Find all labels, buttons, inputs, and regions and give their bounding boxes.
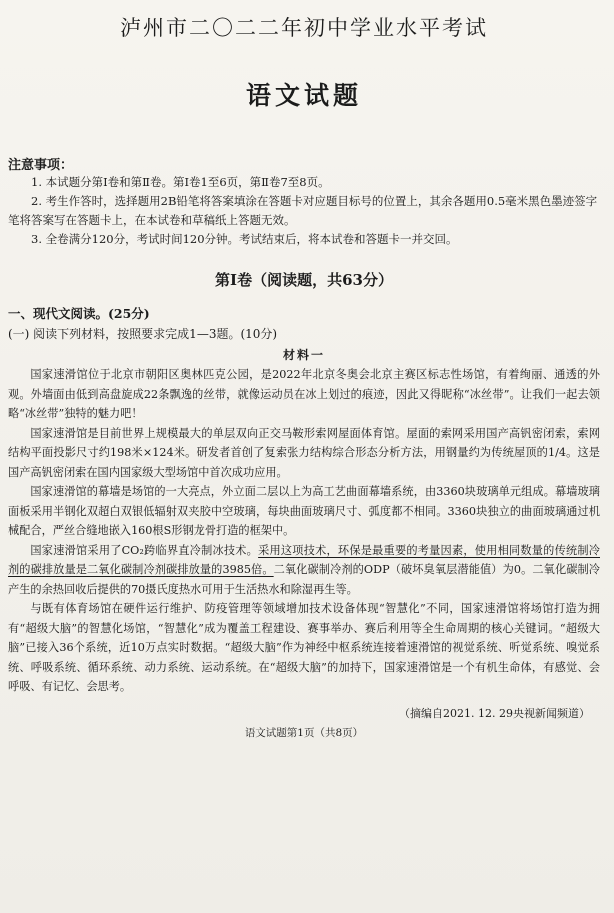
subject-title: 语文试题 (245, 81, 362, 110)
notice-item-1: 1. 本试题分第Ⅰ卷和第Ⅱ卷。第Ⅰ卷1至6页，第Ⅱ卷7至8页。 (31, 175, 330, 189)
underlined-sentence: 采用这项技术，环保是最重要的考量因素，使用相同数量的传统制冷剂的碳排放量是二氧化碳制冷剂碳排放量的3985倍。 (8, 543, 600, 576)
paragraph-4 (8, 541, 600, 600)
page-footer: 语文试题第1页（共8页） (244, 726, 364, 739)
paragraph-1: 国家速滑馆位于北京市朝阳区奥林匹克公园，是2022年北京冬奥会北京主赛区标志性场馆，有着绚丽、通透的外观。外墙面由低到高盘旋成22条飘逸的丝带，就像运动员在冰上划过的痕迹，因此又得昵称“冰丝带”。让我们一起去领略“冰丝带”独特的魅力吧！ (8, 368, 600, 420)
paragraph-4-intro: 国家速滑馆采用了CO₂跨临界直冷制冰技术。 (30, 543, 259, 557)
paragraph-3: 国家速滑馆的幕墙是场馆的一大亮点，外立面二层以上为高工艺曲面幕墙系统，由3360块玻璃单元组成。幕墙玻璃面板采用半钢化双超白双银低辐射双夹胶中空玻璃，每块曲面玻璃尺寸、弧度都不相同。3360块独立的曲面玻璃通过机械配合，严丝合缝地嵌入160根S形钢龙骨打造的框架中。 (8, 485, 600, 537)
paragraph-5: 与既有体育场馆在硬件运行维护、防疫管理等领域增加技术设备体现“智慧化”不同，国家速滑馆将场馆打造为拥有“超级大脑”的智慧化场馆，“智慧化”成为覆盖工程建设、赛事举办、赛后利用等全生命周期的核心关键词。“超级大脑”已接入36个系统，近10万点实时数据。“超级大脑”作为神经中枢系统连接着速滑馆的视觉系统、听觉系统、嗅觉系统、呼吸系统、循环系统、动力系统、运动系统。在“超级大脑”的加持下，国家速滑馆是一个有机生命体，有感觉、会呼吸、有记忆、会思考。 (8, 602, 600, 693)
notice-heading: 注意事项： (8, 158, 74, 173)
paragraph-4-rest: 二氧化碳制冷剂的ODP（破坏臭氧层潜能值）为0。二氧化碳制冷产生的余热回收后提供的70摄氏度热水可用于生活热水和除湿再生等。 (8, 563, 600, 596)
part-title: 第Ⅰ卷（阅读题，共63分） (215, 271, 393, 289)
notice-item-3: 3. 全卷满分120分，考试时间120分钟。考试结束后，将本试卷和答题卡一并交回。 (31, 232, 458, 246)
section-title: 一、现代文阅读。(25分) (8, 306, 150, 321)
exam-title: 泸州市二〇二二年初中学业水平考试 (120, 16, 488, 40)
paragraph-2: 国家速滑馆是目前世界上规模最大的单层双向正交马鞍形索网屋面体育馆。屋面的索网采用国产高钒密闭索，索网结构平面投影尺寸约198米×124米。研发者首创了复索张力结构综合形态分析方法，用钢量约为传统屋顶的1/4。这是国产高钒密闭索在国内国家级大型场馆中首次成功应用。 (8, 426, 600, 479)
notice-item-2: 2. 考生作答时，选择题用2B铅笔将答案填涂在答题卡对应题目标号的位置上，其余各题用0.5毫米黑色墨迹签字笔将答案写在答题卡上，在本试卷和草稿纸上答题无效。 (8, 194, 598, 227)
material-title: 材料一 (282, 348, 325, 362)
subsection-title: (一) 阅读下列材料，按照要求完成1—3题。(10分) (8, 327, 278, 341)
source-citation: （摘编自2021. 12. 29央视新闻频道） (399, 706, 590, 720)
